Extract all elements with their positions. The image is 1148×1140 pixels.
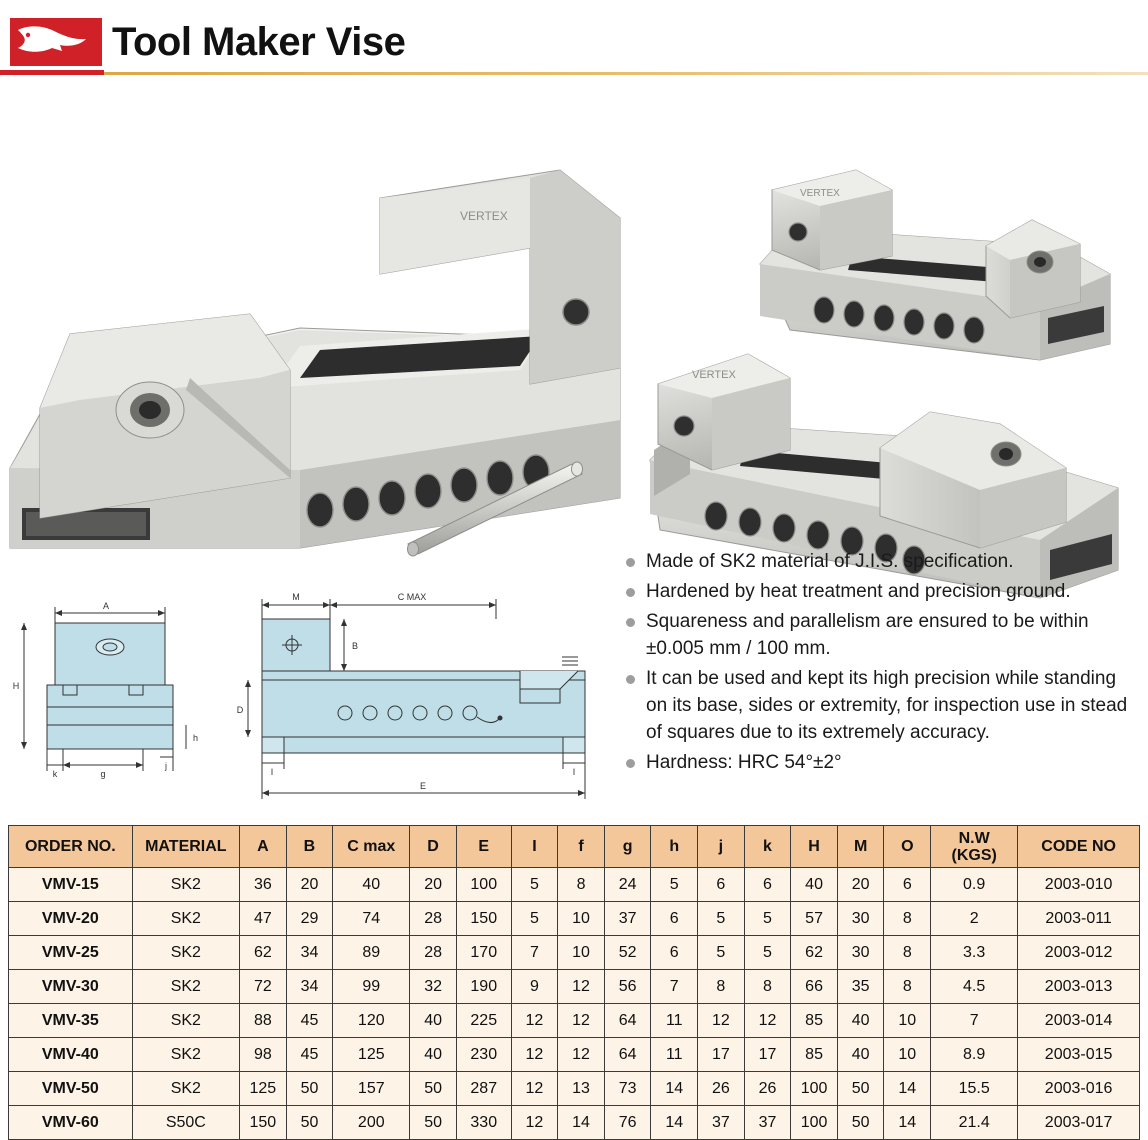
cell-k: 17 <box>744 1038 791 1072</box>
feature-text: Hardened by heat treatment and precision ground. <box>646 581 1071 602</box>
cell-e: 330 <box>456 1106 511 1140</box>
cell-a: 47 <box>240 902 287 936</box>
th-nw-line2: (KGS) <box>951 846 997 864</box>
bullet-icon <box>626 618 635 627</box>
cell-f: 10 <box>558 936 605 970</box>
cell-i: 7 <box>511 936 558 970</box>
svg-text:M: M <box>292 592 300 602</box>
th-cmax: C max <box>333 826 410 868</box>
feature-list <box>624 548 1136 779</box>
cell-order-no: VMV-25 <box>9 936 133 970</box>
svg-text:j: j <box>165 761 167 771</box>
cell-order-no: VMV-30 <box>9 970 133 1004</box>
cell-a: 150 <box>240 1106 287 1140</box>
cell-a: 72 <box>240 970 287 1004</box>
th-g: g <box>604 826 651 868</box>
cell-j: 37 <box>698 1106 745 1140</box>
cell-m: 30 <box>837 936 884 970</box>
cell-b: 34 <box>286 936 333 970</box>
cell-o: 8 <box>884 970 931 1004</box>
cell-f: 12 <box>558 970 605 1004</box>
cell-i: 12 <box>511 1038 558 1072</box>
table-row <box>9 902 1140 936</box>
cell-b: 29 <box>286 902 333 936</box>
table-header-row <box>9 826 1140 868</box>
cell-g: 52 <box>604 936 651 970</box>
large-vise-photo <box>10 170 620 556</box>
cell-i: 5 <box>511 902 558 936</box>
svg-text:I: I <box>270 767 274 777</box>
cell-d: 50 <box>410 1106 457 1140</box>
feature-text: Made of SK2 material of J.I.S. specification. <box>646 551 1014 572</box>
cell-m: 50 <box>837 1072 884 1106</box>
cell-a: 62 <box>240 936 287 970</box>
cell-m: 40 <box>837 1038 884 1072</box>
th-f: f <box>558 826 605 868</box>
cell-g: 76 <box>604 1106 651 1140</box>
cell-e: 170 <box>456 936 511 970</box>
svg-text:I: I <box>572 767 576 777</box>
cell-j: 12 <box>698 1004 745 1038</box>
cell-h-upper: 100 <box>791 1072 838 1106</box>
cell-f: 12 <box>558 1038 605 1072</box>
cell-o: 8 <box>884 936 931 970</box>
cell-g: 56 <box>604 970 651 1004</box>
cell-a: 98 <box>240 1038 287 1072</box>
cell-m: 20 <box>837 868 884 902</box>
cell-net-weight: 8.9 <box>931 1038 1018 1072</box>
cell-d: 32 <box>410 970 457 1004</box>
side-view-drawing <box>237 592 585 799</box>
svg-text:VERTEX: VERTEX <box>692 369 736 381</box>
cell-code-no: 2003-012 <box>1018 936 1140 970</box>
cell-m: 50 <box>837 1106 884 1140</box>
svg-text:H: H <box>12 681 20 691</box>
cell-h-upper: 62 <box>791 936 838 970</box>
cell-k: 37 <box>744 1106 791 1140</box>
cell-m: 35 <box>837 970 884 1004</box>
cell-h-upper: 40 <box>791 868 838 902</box>
th-h-upper: H <box>791 826 838 868</box>
cell-i: 12 <box>511 1106 558 1140</box>
cell-b: 20 <box>286 868 333 902</box>
cell-e: 150 <box>456 902 511 936</box>
cell-j: 8 <box>698 970 745 1004</box>
cell-net-weight: 15.5 <box>931 1072 1018 1106</box>
cell-order-no: VMV-35 <box>9 1004 133 1038</box>
list-item <box>624 749 1136 776</box>
cell-h-upper: 66 <box>791 970 838 1004</box>
cell-cmax: 200 <box>333 1106 410 1140</box>
cell-h-lower: 11 <box>651 1004 698 1038</box>
svg-text:VERTEX: VERTEX <box>460 209 508 223</box>
cell-material: S50C <box>132 1106 239 1140</box>
cell-j: 6 <box>698 868 745 902</box>
table-row <box>9 936 1140 970</box>
cell-code-no: 2003-016 <box>1018 1072 1140 1106</box>
cell-o: 6 <box>884 868 931 902</box>
cell-g: 73 <box>604 1072 651 1106</box>
cell-material: SK2 <box>132 970 239 1004</box>
cell-e: 100 <box>456 868 511 902</box>
cell-i: 12 <box>511 1072 558 1106</box>
cell-k: 5 <box>744 902 791 936</box>
cell-e: 287 <box>456 1072 511 1106</box>
svg-text:D: D <box>236 705 244 715</box>
cell-e: 230 <box>456 1038 511 1072</box>
th-b: B <box>286 826 333 868</box>
cell-k: 26 <box>744 1072 791 1106</box>
th-d: D <box>410 826 457 868</box>
cell-h-lower: 14 <box>651 1072 698 1106</box>
cell-h-upper: 85 <box>791 1038 838 1072</box>
cell-net-weight: 4.5 <box>931 970 1018 1004</box>
bullet-icon <box>626 675 635 684</box>
cell-h-lower: 6 <box>651 902 698 936</box>
cell-o: 14 <box>884 1106 931 1140</box>
th-e: E <box>456 826 511 868</box>
list-item <box>624 608 1136 662</box>
page-header <box>0 0 1148 78</box>
cell-code-no: 2003-017 <box>1018 1106 1140 1140</box>
svg-text:E: E <box>419 781 427 791</box>
page-title: Tool Maker Vise <box>112 20 406 64</box>
list-item <box>624 578 1136 605</box>
cell-b: 45 <box>286 1004 333 1038</box>
svg-text:A: A <box>102 601 110 611</box>
cell-b: 50 <box>286 1106 333 1140</box>
cell-net-weight: 21.4 <box>931 1106 1018 1140</box>
cell-k: 5 <box>744 936 791 970</box>
cell-d: 40 <box>410 1004 457 1038</box>
front-view-drawing <box>13 601 198 779</box>
cell-code-no: 2003-013 <box>1018 970 1140 1004</box>
cell-h-upper: 57 <box>791 902 838 936</box>
cell-order-no: VMV-60 <box>9 1106 133 1140</box>
th-material: MATERIAL <box>132 826 239 868</box>
cell-h-lower: 6 <box>651 936 698 970</box>
cell-h-lower: 14 <box>651 1106 698 1140</box>
th-order-no: ORDER NO. <box>9 826 133 868</box>
th-code-no: CODE NO <box>1018 826 1140 868</box>
cell-h-lower: 5 <box>651 868 698 902</box>
th-i: I <box>511 826 558 868</box>
cell-order-no: VMV-15 <box>9 868 133 902</box>
cell-o: 14 <box>884 1072 931 1106</box>
th-net-weight <box>931 826 1018 868</box>
cell-m: 30 <box>837 902 884 936</box>
cell-cmax: 120 <box>333 1004 410 1038</box>
cell-h-upper: 85 <box>791 1004 838 1038</box>
cell-g: 24 <box>604 868 651 902</box>
table-row <box>9 1106 1140 1140</box>
cell-cmax: 40 <box>333 868 410 902</box>
th-nw-line1: N.W <box>958 829 990 847</box>
cell-f: 12 <box>558 1004 605 1038</box>
th-k: k <box>744 826 791 868</box>
cell-e: 190 <box>456 970 511 1004</box>
cell-j: 5 <box>698 936 745 970</box>
product-photos <box>0 78 1148 548</box>
th-o: O <box>884 826 931 868</box>
cell-code-no: 2003-014 <box>1018 1004 1140 1038</box>
cell-f: 8 <box>558 868 605 902</box>
bullet-icon <box>626 759 635 768</box>
cell-g: 64 <box>604 1004 651 1038</box>
cell-b: 50 <box>286 1072 333 1106</box>
cell-k: 6 <box>744 868 791 902</box>
cell-code-no: 2003-010 <box>1018 868 1140 902</box>
cell-o: 10 <box>884 1004 931 1038</box>
cell-code-no: 2003-015 <box>1018 1038 1140 1072</box>
table-row <box>9 1004 1140 1038</box>
table-row <box>9 970 1140 1004</box>
svg-text:VERTEX: VERTEX <box>800 188 840 199</box>
cell-d: 28 <box>410 936 457 970</box>
table-row <box>9 1072 1140 1106</box>
svg-text:k: k <box>52 769 58 779</box>
svg-text:C MAX: C MAX <box>397 592 427 602</box>
svg-text:B: B <box>352 641 359 651</box>
cell-o: 8 <box>884 902 931 936</box>
technical-drawings <box>0 585 614 820</box>
cell-cmax: 125 <box>333 1038 410 1072</box>
cell-d: 40 <box>410 1038 457 1072</box>
cell-net-weight: 0.9 <box>931 868 1018 902</box>
cell-d: 28 <box>410 902 457 936</box>
svg-text:g: g <box>100 769 106 779</box>
specification-table <box>8 825 1140 1140</box>
table-body <box>9 868 1140 1140</box>
feature-text: Hardness: HRC 54°±2° <box>646 752 842 773</box>
cell-cmax: 74 <box>333 902 410 936</box>
cell-code-no: 2003-011 <box>1018 902 1140 936</box>
cell-b: 45 <box>286 1038 333 1072</box>
cell-h-upper: 100 <box>791 1106 838 1140</box>
cell-material: SK2 <box>132 1038 239 1072</box>
cell-material: SK2 <box>132 868 239 902</box>
header-divider <box>0 72 1148 75</box>
cell-i: 9 <box>511 970 558 1004</box>
cell-i: 5 <box>511 868 558 902</box>
list-item <box>624 548 1136 575</box>
header-divider-accent <box>0 70 104 75</box>
table-row <box>9 1038 1140 1072</box>
cell-material: SK2 <box>132 902 239 936</box>
cell-order-no: VMV-20 <box>9 902 133 936</box>
cell-g: 64 <box>604 1038 651 1072</box>
cell-h-lower: 7 <box>651 970 698 1004</box>
cell-net-weight: 2 <box>931 902 1018 936</box>
cell-material: SK2 <box>132 1004 239 1038</box>
cell-k: 12 <box>744 1004 791 1038</box>
cell-material: SK2 <box>132 936 239 970</box>
cell-a: 88 <box>240 1004 287 1038</box>
cell-cmax: 99 <box>333 970 410 1004</box>
cell-net-weight: 7 <box>931 1004 1018 1038</box>
cell-h-lower: 11 <box>651 1038 698 1072</box>
cell-k: 8 <box>744 970 791 1004</box>
cell-f: 10 <box>558 902 605 936</box>
th-h-lower: h <box>651 826 698 868</box>
th-m: M <box>837 826 884 868</box>
cell-i: 12 <box>511 1004 558 1038</box>
eagle-logo-icon <box>10 18 102 66</box>
th-j: j <box>698 826 745 868</box>
cell-b: 34 <box>286 970 333 1004</box>
cell-j: 17 <box>698 1038 745 1072</box>
cell-d: 20 <box>410 868 457 902</box>
cell-cmax: 89 <box>333 936 410 970</box>
cell-e: 225 <box>456 1004 511 1038</box>
feature-text: It can be used and kept its high precision while standing on its base, sides or extremity, for inspection use in stead of squares due to its extremely accuracy. <box>646 668 1128 743</box>
small-vise-photo-top <box>760 170 1110 360</box>
cell-f: 14 <box>558 1106 605 1140</box>
cell-material: SK2 <box>132 1072 239 1106</box>
cell-d: 50 <box>410 1072 457 1106</box>
cell-m: 40 <box>837 1004 884 1038</box>
cell-a: 36 <box>240 868 287 902</box>
cell-f: 13 <box>558 1072 605 1106</box>
cell-net-weight: 3.3 <box>931 936 1018 970</box>
table-row <box>9 868 1140 902</box>
cell-a: 125 <box>240 1072 287 1106</box>
cell-j: 5 <box>698 902 745 936</box>
svg-text:h: h <box>193 733 199 743</box>
cell-order-no: VMV-40 <box>9 1038 133 1072</box>
cell-g: 37 <box>604 902 651 936</box>
bullet-icon <box>626 558 635 567</box>
feature-text: Squareness and parallelism are ensured to be within ±0.005 mm / 100 mm. <box>646 611 1089 659</box>
th-a: A <box>240 826 287 868</box>
cell-o: 10 <box>884 1038 931 1072</box>
list-item <box>624 665 1136 746</box>
cell-j: 26 <box>698 1072 745 1106</box>
cell-order-no: VMV-50 <box>9 1072 133 1106</box>
cell-cmax: 157 <box>333 1072 410 1106</box>
bullet-icon <box>626 588 635 597</box>
